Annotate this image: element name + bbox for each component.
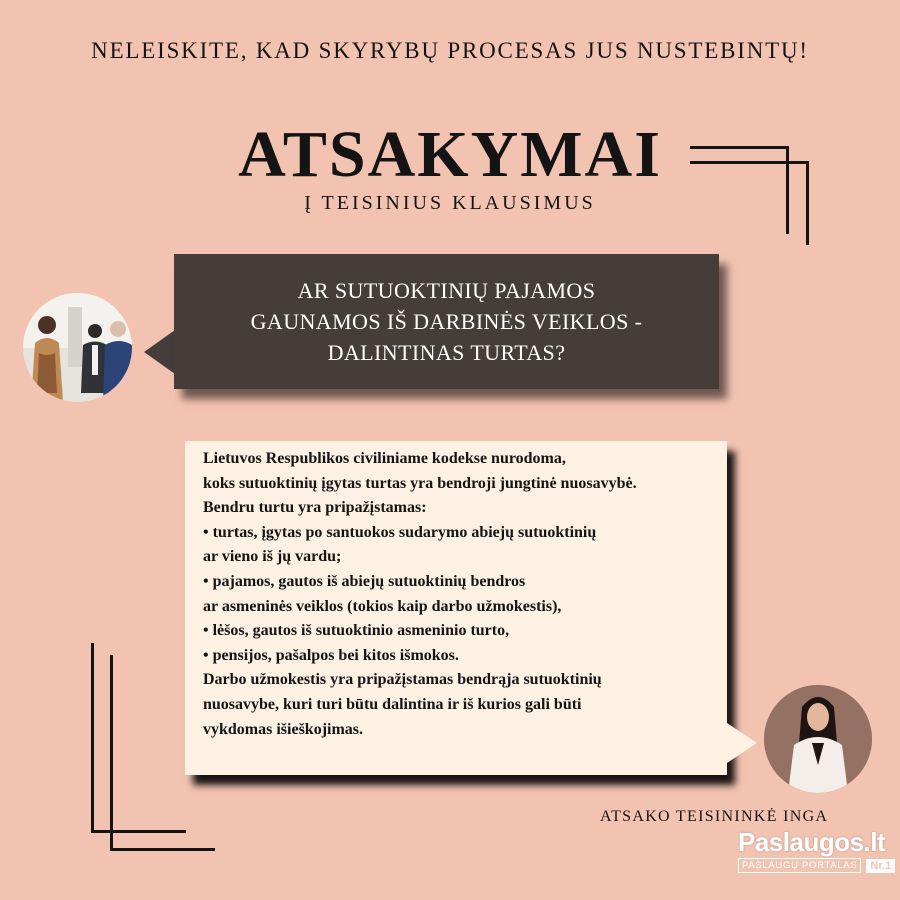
answer-line: • turtas, įgytas po santuokos sudarymo abiejų sutuoktinių — [203, 523, 597, 541]
asker-photo-icon — [23, 293, 132, 402]
deco-line — [806, 161, 809, 245]
answer-line: • pensijos, pašalpos bei kitos išmokos. — [203, 646, 459, 664]
answer-line: koks sutuoktinių įgytas turtas yra bendroji jungtinė nuosavybė. — [203, 474, 637, 492]
answer-line: vykdomas išieškojimas. — [203, 720, 364, 738]
top-banner: NELEISKITE, KAD SKYRYBŲ PROCESAS JUS NUSTEBINTŲ! — [91, 38, 809, 63]
answer-line: Bendru turtu yra pripažįstamas: — [203, 499, 427, 517]
site-watermark — [738, 827, 895, 873]
deco-line — [690, 146, 788, 149]
page-title: ATSAKYMAI — [238, 118, 662, 191]
answer-line: nuosavybe, kuri turi būtu dalintina ir iš kurios gali būti — [203, 695, 582, 713]
answer-line: Darbo užmokestis yra pripažįstamas bendrąja sutuoktinių — [203, 671, 602, 689]
answer-line: ar vieno iš jų vardu; — [203, 548, 342, 566]
deco-line — [91, 643, 94, 832]
answer-card — [185, 441, 727, 775]
deco-line — [786, 146, 789, 234]
watermark-brand: Paslaugos.lt — [738, 827, 886, 857]
asker-avatar — [23, 293, 132, 402]
page-subtitle: Į TEISINIUS KLAUSIMUS — [304, 192, 596, 214]
deco-line — [91, 830, 186, 833]
responder-caption: ATSAKO TEISININKĖ INGA — [600, 808, 829, 825]
watermark-badge: Nr.1 — [866, 859, 895, 873]
deco-line — [110, 848, 215, 851]
question-text: AR SUTUOKTINIŲ PAJAMOS GAUNAMOS IŠ DARBINĖS VEIKLOS - DALINTINAS TURTAS? — [250, 278, 643, 365]
answer-line: ar asmeninės veiklos (tokios kaip darbo užmokestis), — [203, 597, 562, 615]
answer-line: • lėšos, gautos iš sutuoktinio asmeninio turto, — [203, 622, 510, 640]
question-pointer — [144, 330, 175, 374]
answer-text — [203, 447, 728, 742]
answer-pointer — [727, 723, 757, 763]
responder-avatar — [764, 685, 872, 793]
watermark-sub-row — [738, 858, 895, 873]
watermark-tagline: PASLAUGŲ PORTALAS — [738, 858, 861, 873]
answer-line: • pajamos, gautos iš abiejų sutuoktinių bendros — [203, 572, 526, 590]
deco-line — [690, 161, 808, 164]
responder-photo-icon — [764, 685, 872, 793]
answer-line: Lietuvos Respublikos civiliniame kodekse nurodoma, — [203, 450, 566, 467]
question-box — [174, 254, 719, 389]
deco-line — [110, 655, 113, 850]
